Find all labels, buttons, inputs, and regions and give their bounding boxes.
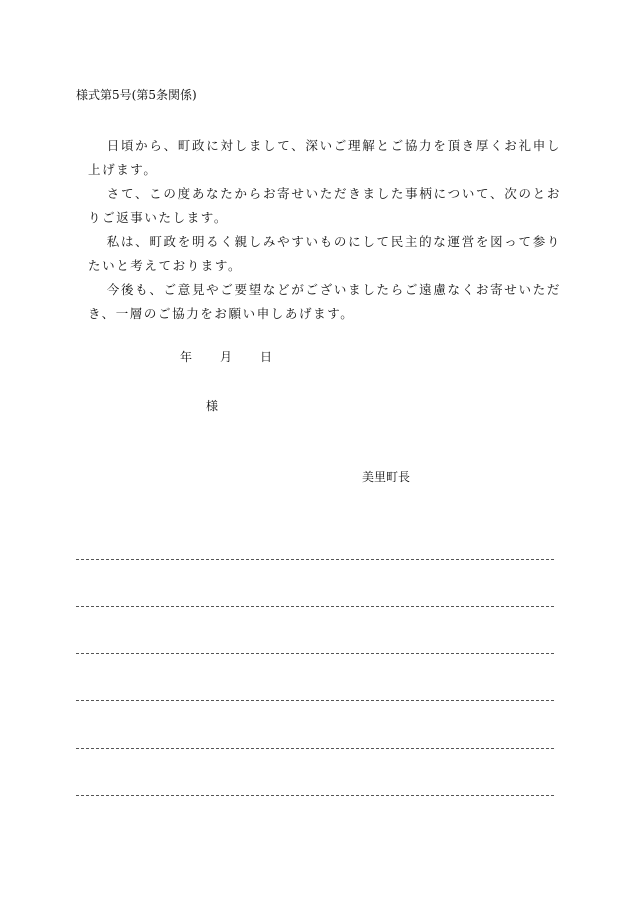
reply-writing-line <box>76 700 554 701</box>
date-day-label: 日 <box>260 350 273 364</box>
sender-title: 美里町長 <box>362 470 411 484</box>
paragraph-reply: さて、この度あなたからお寄せいただきました事柄について、次のとおりご返事いたします。 <box>88 186 561 225</box>
reply-writing-line <box>76 748 554 749</box>
reply-writing-line <box>76 653 554 654</box>
paragraph-greeting: 日頃から、町政に対しまして、深いご理解とご協力を頂き厚くお礼申し上げます。 <box>88 138 561 177</box>
date-month-label: 月 <box>220 350 233 364</box>
reply-writing-line <box>76 606 554 607</box>
form-number: 様式第5号(第5条関係) <box>76 88 197 102</box>
date-year-label: 年 <box>180 350 193 364</box>
reply-writing-line <box>76 559 554 560</box>
reply-writing-line <box>76 795 554 796</box>
recipient-honorific: 様 <box>206 399 219 413</box>
letter-body <box>76 134 561 326</box>
paragraph-policy: 私は、町政を明るく親しみやすいものにして民主的な運営を図って参りたいと考えております。 <box>88 234 561 273</box>
paragraph-closing: 今後も、ご意見やご要望などがございましたらご遠慮なくお寄せいただき、一層のご協力をお願い申しあげます。 <box>88 282 561 321</box>
